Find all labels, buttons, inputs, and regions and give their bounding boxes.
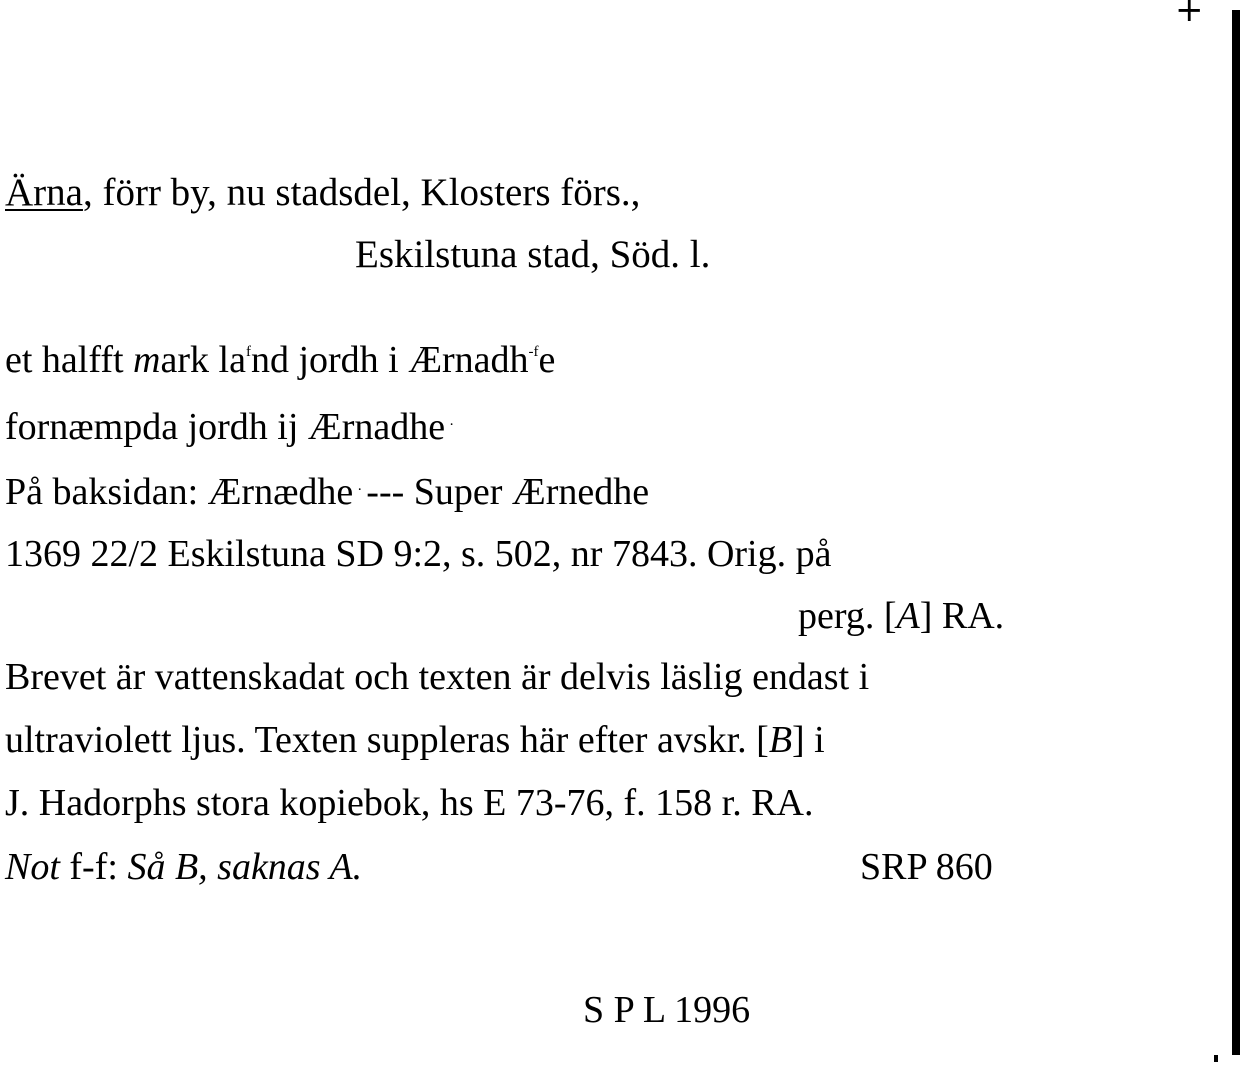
quote-text: nd jordh i Ærnadh <box>250 339 529 381</box>
source-line: 1369 22/2 Eskilstuna SD 9:2, s. 502, nr 7843. Orig. på <box>5 533 832 575</box>
note-marker: -f <box>528 344 539 360</box>
note-text: ] i <box>792 719 825 761</box>
note-line-2 <box>5 718 825 762</box>
footer-signature: S P L 1996 <box>583 989 751 1031</box>
quote-text: ark la <box>160 339 246 381</box>
punctus: · <box>357 482 363 498</box>
entry-heading-line2: Eskilstuna stad, Söd. l. <box>355 233 711 276</box>
quote-text: e <box>538 339 556 381</box>
note-line-1: Brevet är vattenskadat och texten är delvis läslig endast i <box>5 656 870 698</box>
footnote-line <box>5 845 362 889</box>
quote-line-1 <box>5 338 555 382</box>
note-line-3: J. Hadorphs stora kopiebok, hs E 73-76, f. 158 r. RA. <box>5 782 814 824</box>
reference-code: SRP 860 <box>860 846 993 888</box>
source-text: perg. [ <box>798 595 897 637</box>
siglum: A <box>896 595 920 637</box>
siglum: B <box>768 719 793 761</box>
crop-mark-icon: + <box>1175 0 1204 30</box>
note-text: ultraviolett ljus. Texten suppleras här efter avskr. [ <box>5 719 769 761</box>
entry-heading <box>5 171 640 215</box>
place-description: , förr by, nu stadsdel, Klosters förs., <box>82 171 641 214</box>
footnote-text: Så B, saknas A. <box>127 846 363 888</box>
expanded-letter: m <box>133 339 161 381</box>
quote-text: et halfft <box>5 339 134 381</box>
source-text: ] RA. <box>919 595 1005 637</box>
scan-edge-bar <box>1232 10 1240 1055</box>
source-line-2 <box>798 594 1004 638</box>
quote-line-2 <box>5 405 458 449</box>
footnote-range: f-f: <box>59 846 128 888</box>
quote-text: --- Super Ærnedhe <box>366 471 650 513</box>
place-name: Ärna <box>5 171 83 214</box>
footnote-label: Not <box>5 846 60 888</box>
scan-speck <box>1214 1055 1218 1062</box>
note-marker: f <box>245 344 251 360</box>
quote-line-3 <box>5 470 649 514</box>
quote-text: På baksidan: Ærnædhe <box>5 471 354 513</box>
punctus: · <box>449 417 455 433</box>
quote-text: fornæmpda jordh ij Ærnadhe <box>5 406 446 448</box>
